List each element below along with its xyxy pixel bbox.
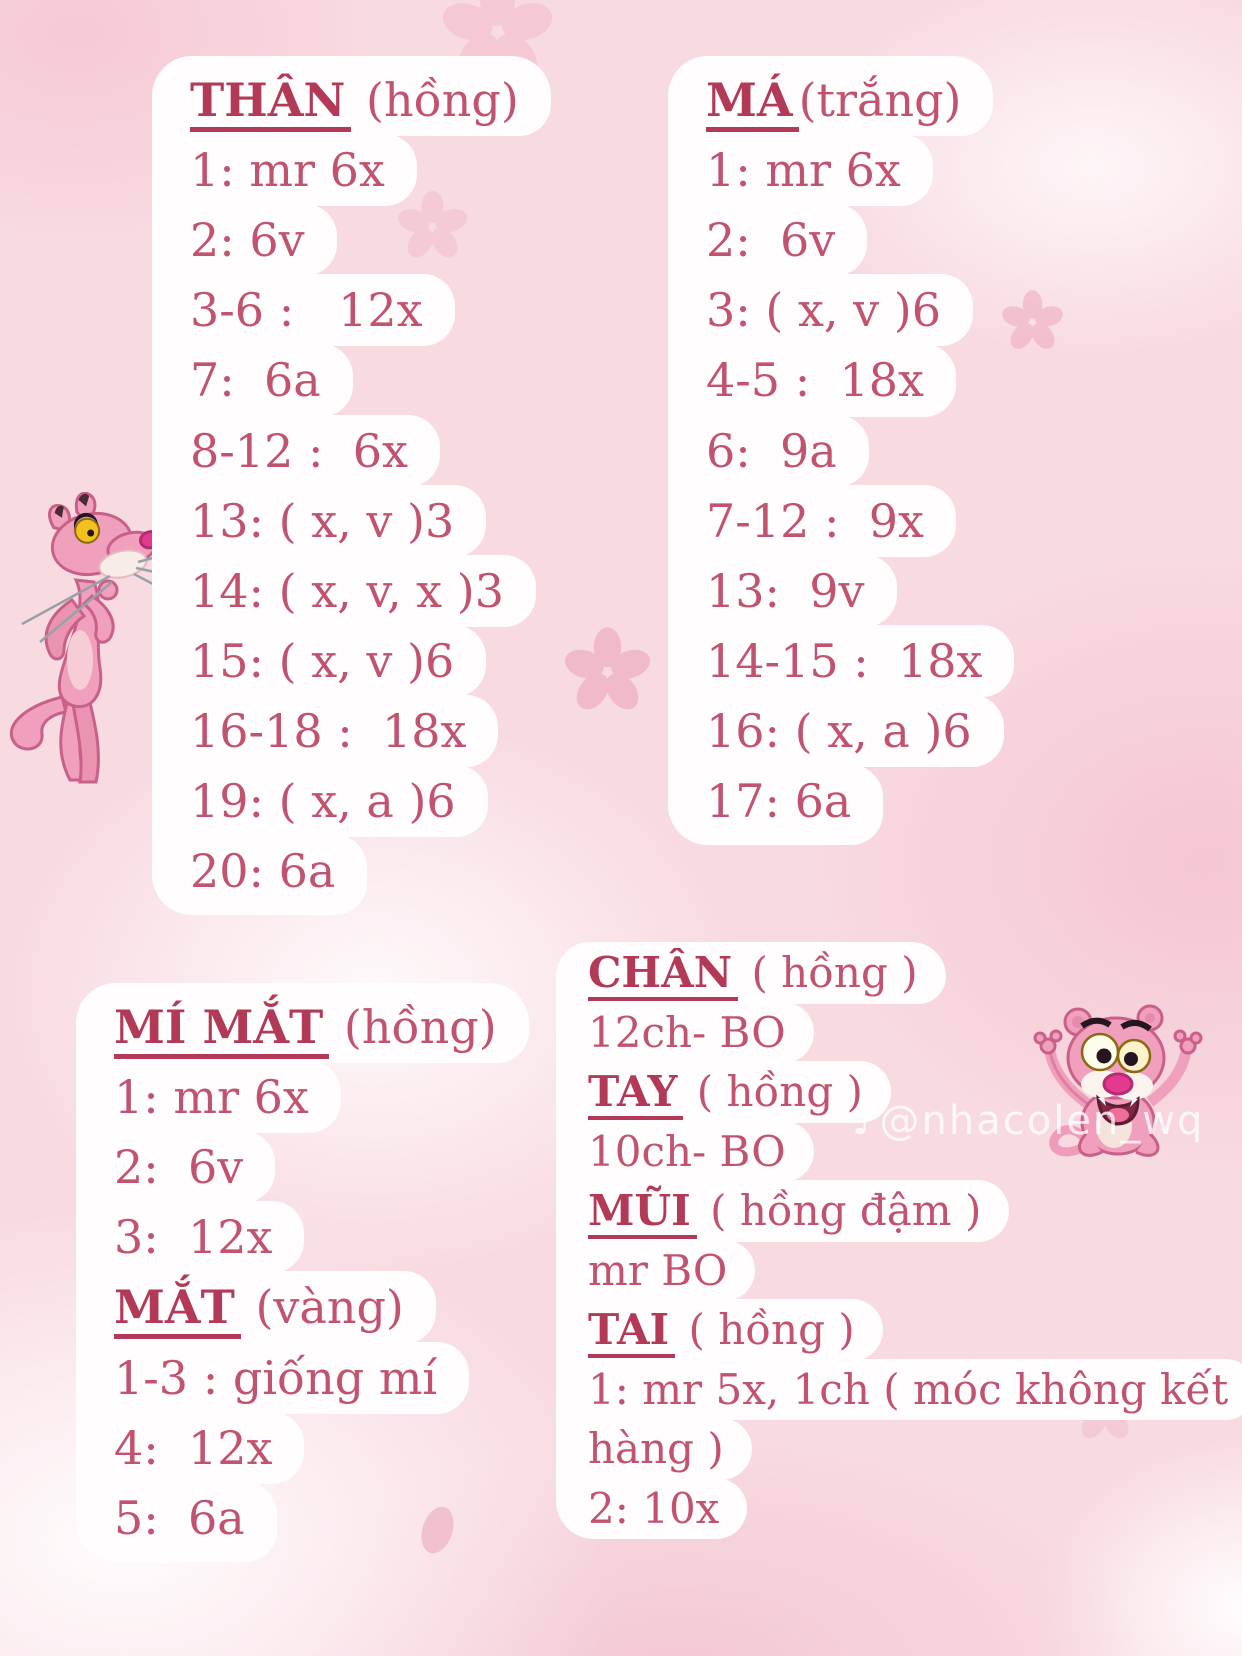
pattern-line: 16-18 : 18x	[152, 695, 498, 767]
section-subtitle: (hồng)	[351, 73, 519, 127]
section-heading	[556, 942, 946, 1004]
flower-icon	[555, 620, 660, 725]
section-heading	[556, 1061, 891, 1123]
music-note-icon: ♪	[852, 1098, 880, 1144]
section-title: MŨI	[588, 1186, 697, 1239]
pattern-line: 13: ( x, v )3	[152, 485, 486, 557]
pattern-line: 4: 12x	[76, 1412, 304, 1484]
section-subtitle: ( hồng )	[675, 1305, 855, 1355]
section-title: MÍ MẮT	[114, 1000, 329, 1059]
section-subtitle: ( hồng )	[738, 948, 918, 997]
section-ma	[668, 58, 1014, 845]
pattern-line: 2: 6v	[152, 204, 337, 276]
pattern-line: 7-12 : 9x	[668, 485, 956, 557]
section-heading	[76, 983, 529, 1063]
pattern-line: 4-5 : 18x	[668, 344, 956, 416]
section-title: TAY	[588, 1067, 683, 1120]
pattern-line: 14: ( x, v, x )3	[152, 555, 536, 627]
pattern-line: 15: ( x, v )6	[152, 625, 486, 697]
watermark	[852, 1098, 1204, 1144]
section-title: MÁ	[706, 73, 799, 132]
pattern-line: hàng )	[556, 1418, 752, 1480]
pattern-line: 5: 6a	[76, 1482, 277, 1562]
pattern-line: 1: mr 6x	[668, 134, 933, 206]
section-parts	[556, 944, 1242, 1539]
pattern-line: mr BO	[556, 1240, 755, 1302]
section-heading	[556, 1299, 883, 1361]
pattern-line: 17: 6a	[668, 765, 883, 845]
pattern-line: 2: 10x	[556, 1478, 747, 1540]
section-mi-mat	[76, 985, 529, 1562]
pattern-line: 16: ( x, a )6	[668, 695, 1004, 767]
section-subtitle: (vàng)	[240, 1280, 404, 1335]
section-title: CHÂN	[588, 948, 738, 1001]
section-subtitle: (hồng)	[329, 1000, 497, 1054]
pattern-line: 1: mr 5x, 1ch ( móc không kết	[556, 1359, 1242, 1421]
pattern-line: 3: 12x	[76, 1201, 304, 1273]
section-heading	[668, 56, 993, 136]
section-than	[152, 58, 551, 915]
pattern-line: 3: ( x, v )6	[668, 274, 973, 346]
section-subtitle: ( hồng đậm )	[696, 1186, 982, 1236]
section-title: TAI	[588, 1305, 675, 1358]
pattern-line: 19: ( x, a )6	[152, 765, 488, 837]
pattern-line: 1: mr 6x	[152, 134, 417, 206]
pattern-line: 1-3 : giống mí	[76, 1342, 469, 1414]
section-title: THÂN	[190, 73, 351, 132]
watermark-handle: @nhacolen_wq	[879, 1098, 1205, 1144]
section-heading	[152, 56, 551, 136]
pattern-line: 8-12 : 6x	[152, 415, 440, 487]
pattern-line: 6: 9a	[668, 415, 869, 487]
section-subtitle: (trắng)	[798, 73, 962, 127]
section-heading	[76, 1271, 436, 1343]
pattern-line: 12ch- BO	[556, 1002, 814, 1064]
section-title: MẮT	[114, 1280, 241, 1339]
pattern-line: 2: 6v	[668, 204, 867, 276]
section-subtitle: ( hồng )	[683, 1067, 863, 1117]
pattern-line: 10ch- BO	[556, 1121, 814, 1183]
pattern-line: 1: mr 6x	[76, 1061, 341, 1133]
pink-panther-standing-illustration	[0, 492, 177, 787]
pattern-line: 2: 6v	[76, 1131, 275, 1203]
pattern-line: 13: 9v	[668, 555, 897, 627]
pattern-line: 7: 6a	[152, 344, 353, 416]
pattern-line: 14-15 : 18x	[668, 625, 1014, 697]
pattern-line: 3-6 : 12x	[152, 274, 455, 346]
pattern-line: 20: 6a	[152, 835, 367, 915]
section-heading	[556, 1180, 1009, 1242]
